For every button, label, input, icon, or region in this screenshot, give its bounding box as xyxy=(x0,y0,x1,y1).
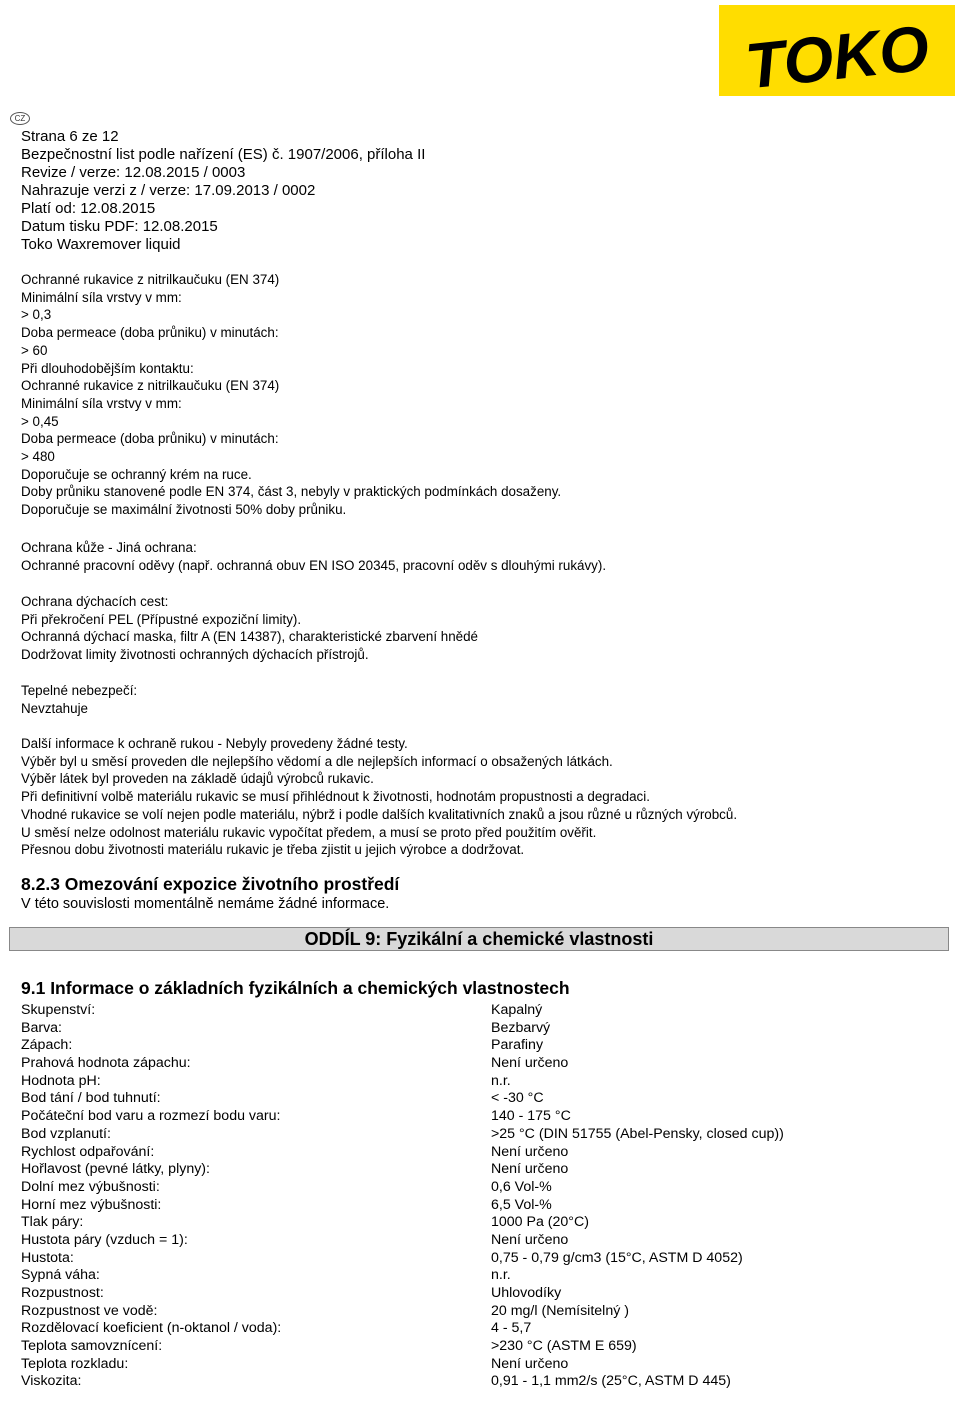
text-line: Doby průniku stanovené podle EN 374, část 3, nebyly v praktických podmínkách dosaženy. xyxy=(21,484,562,500)
property-value: Parafiny xyxy=(491,1037,544,1054)
property-value: Není určeno xyxy=(491,1161,569,1178)
text-line: Tepelné nebezpečí: xyxy=(21,683,138,698)
property-name: Tlak páry: xyxy=(21,1214,84,1231)
text-line: Ochrana kůže - Jiná ochrana: xyxy=(21,540,197,555)
property-value: n.r. xyxy=(491,1267,511,1284)
property-value: 4 - 5,7 xyxy=(491,1320,532,1337)
text-line: Ochranné rukavice z nitrilkaučuku (EN 374) xyxy=(21,378,280,394)
property-value: >230 °C (ASTM E 659) xyxy=(491,1338,637,1355)
logo-text: TOKO xyxy=(742,11,933,96)
section-9-header: ODDÍL 9: Fyzikální a chemické vlastnosti xyxy=(9,927,949,951)
property-name: Barva: xyxy=(21,1019,63,1036)
skin-protection-block xyxy=(21,539,606,574)
text-line: Ochranné rukavice z nitrilkaučuku (EN 374) xyxy=(21,272,280,287)
property-name: Hustota páry (vzduch = 1): xyxy=(21,1231,188,1248)
property-value: 20 mg/l (Nemísitelný ) xyxy=(491,1302,629,1319)
property-value: 6,5 Vol-% xyxy=(491,1196,552,1213)
property-value: 1000 Pa (20°C) xyxy=(491,1214,589,1231)
additional-info-block xyxy=(21,735,737,859)
property-value: 0,75 - 0,79 g/cm3 (15°C, ASTM D 4052) xyxy=(491,1249,743,1266)
respiratory-protection-block xyxy=(21,593,478,664)
section-9-subtitle: 9.1 Informace o základních fyzikálních a chemických vlastnostech xyxy=(21,978,570,998)
text-line: Minimální síla vrstvy v mm: xyxy=(21,289,182,305)
text-line: Další informace k ochraně rukou - Nebyly provedeny žádné testy. xyxy=(21,736,408,751)
property-name: Sypná váha: xyxy=(21,1267,100,1284)
property-value: < -30 °C xyxy=(491,1090,544,1107)
property-name: Rozpustnost: xyxy=(21,1285,104,1301)
property-name: Hodnota pH: xyxy=(21,1072,101,1089)
property-value: Bezbarvý xyxy=(491,1019,551,1036)
text-line: Při překročení PEL (Přípustné expoziční limity). xyxy=(21,611,302,627)
text-line: Při dlouhodobějším kontaktu: xyxy=(21,360,194,376)
language-badge: CZ xyxy=(10,112,30,125)
property-name: Horní mez výbušnosti: xyxy=(21,1196,162,1213)
text-line: Výběr byl u směsí proveden dle nejlepšího vědomí a dle nejlepších informací o obsažených látkách. xyxy=(21,753,613,769)
property-value: Není určeno xyxy=(491,1231,569,1248)
text-line: Ochrana dýchacích cest: xyxy=(21,594,169,609)
property-name: Rozpustnost ve vodě: xyxy=(21,1302,158,1319)
header-line: Toko Waxremover liquid xyxy=(21,236,181,253)
document-header xyxy=(21,128,425,254)
text-line: Výběr látek byl proveden na základě údajů výrobců rukavic. xyxy=(21,771,374,787)
property-value: Není určeno xyxy=(491,1143,569,1160)
text-line: > 0,45 xyxy=(21,413,59,429)
text-line: Doba permeace (doba průniku) v minutách: xyxy=(21,431,279,447)
property-value: n.r. xyxy=(491,1072,511,1089)
property-name: Prahová hodnota zápachu: xyxy=(21,1055,191,1072)
text-line: Dodržovat limity životnosti ochranných dýchacích přístrojů. xyxy=(21,647,369,663)
property-value: Není určeno xyxy=(491,1355,569,1372)
property-name: Počáteční bod varu a rozmezí bodu varu: xyxy=(21,1108,281,1125)
hand-protection-block xyxy=(21,271,561,519)
property-value: Kapalný xyxy=(491,1002,543,1018)
header-line: Platí od: 12.08.2015 xyxy=(21,200,156,217)
property-name: Teplota rozkladu: xyxy=(21,1355,129,1372)
property-value: 0,91 - 1,1 mm2/s (25°C, ASTM D 445) xyxy=(491,1373,731,1390)
text-line: Minimální síla vrstvy v mm: xyxy=(21,395,182,411)
property-name: Dolní mez výbušnosti: xyxy=(21,1178,160,1195)
header-line: Strana 6 ze 12 xyxy=(21,128,119,145)
header-line: Bezpečnostní list podle nařízení (ES) č. 1907/2006, příloha II xyxy=(21,146,426,163)
text-line: Při definitivní volbě materiálu rukavic se musí přihlédnout k životnosti, hodnotám propustnosti a degradaci. xyxy=(21,789,650,805)
thermal-hazard-block xyxy=(21,682,137,717)
property-value: 140 - 175 °C xyxy=(491,1108,571,1125)
text-line: Doporučuje se maximální životnosti 50% doby průniku. xyxy=(21,502,347,518)
env-exposure-text: V této souvislosti momentálně nemáme žádné informace. xyxy=(21,896,390,912)
property-name: Rychlost odpařování: xyxy=(21,1143,155,1160)
property-name: Bod tání / bod tuhnutí: xyxy=(21,1090,161,1107)
property-name: Rozdělovací koeficient (n-oktanol / voda): xyxy=(21,1320,282,1337)
text-line: Doporučuje se ochranný krém na ruce. xyxy=(21,466,252,482)
property-name: Hořlavost (pevné látky, plyny): xyxy=(21,1161,210,1178)
property-name: Zápach: xyxy=(21,1037,73,1054)
property-value: 0,6 Vol-% xyxy=(491,1178,552,1195)
property-value: Uhlovodíky xyxy=(491,1285,562,1301)
property-name: Skupenství: xyxy=(21,1002,96,1018)
text-line: Nevztahuje xyxy=(21,700,88,716)
text-line: Přesnou dobu životnosti materiálu rukavic je třeba zjistit u jejich výrobce a dodržovat. xyxy=(21,842,525,858)
header-line: Nahrazuje verzi z / verze: 17.09.2013 / 0002 xyxy=(21,182,316,199)
text-line: U směsí nelze odolnost materiálu rukavic vypočítat předem, a musí se proto před použitím ověřit. xyxy=(21,824,597,840)
text-line: > 0,3 xyxy=(21,307,52,323)
text-line: > 60 xyxy=(21,342,48,358)
property-value: >25 °C (DIN 51755 (Abel-Pensky, closed cup)) xyxy=(491,1125,784,1142)
property-name: Hustota: xyxy=(21,1249,74,1266)
text-line: Ochranná dýchací maska, filtr A (EN 14387), charakteristické zbarvení hnědé xyxy=(21,629,478,645)
toko-logo xyxy=(719,5,955,96)
text-line: Doba permeace (doba průniku) v minutách: xyxy=(21,325,279,341)
header-line: Datum tisku PDF: 12.08.2015 xyxy=(21,218,218,235)
text-line: Vhodné rukavice se volí nejen podle materiálu, nýbrž i podle dalších kvalitativních znaků a jsou různé u různých výrobců. xyxy=(21,806,738,822)
property-name: Viskozita: xyxy=(21,1373,82,1390)
text-line: Ochranné pracovní oděvy (např. ochranná obuv EN ISO 20345, pracovní oděv s dlouhými rukávy). xyxy=(21,557,607,573)
header-line: Revize / verze: 12.08.2015 / 0003 xyxy=(21,164,246,181)
toko-logo-mark xyxy=(719,5,955,96)
property-name: Bod vzplanutí: xyxy=(21,1125,111,1142)
text-line: > 480 xyxy=(21,449,55,465)
property-name: Teplota samovznícení: xyxy=(21,1338,163,1355)
property-value: Není určeno xyxy=(491,1055,569,1072)
env-exposure-title: 8.2.3 Omezování expozice životního prostředí xyxy=(21,874,400,894)
